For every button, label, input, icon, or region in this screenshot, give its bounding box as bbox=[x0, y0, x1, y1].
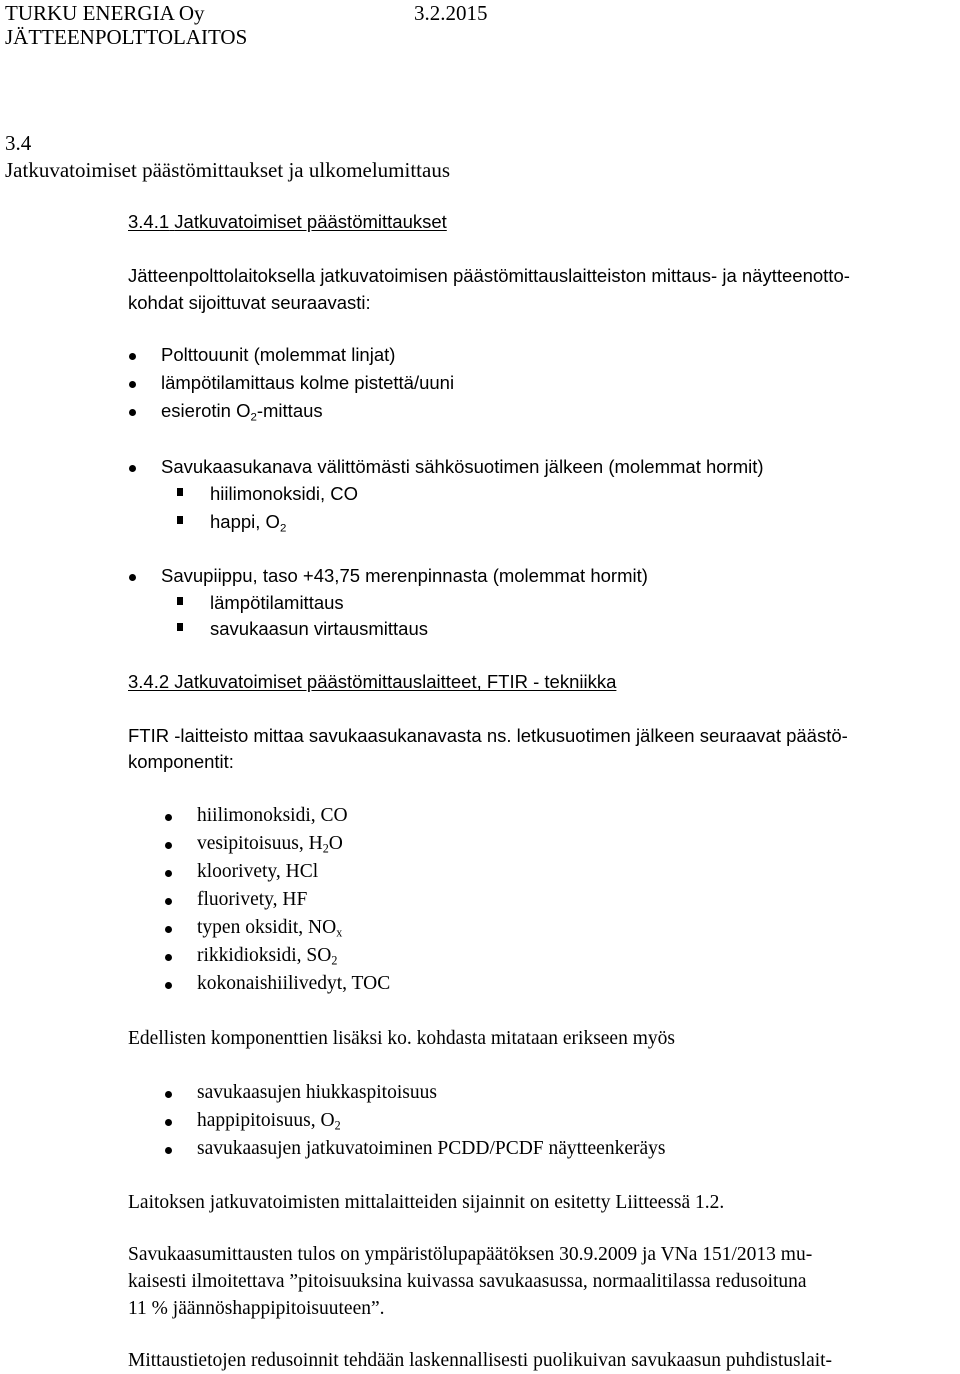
paragraph-edellisten: Edellisten komponenttien lisäksi ko. kohdasta mitataan erikseen myös bbox=[128, 1028, 675, 1049]
extra-happipitoisuus: happipitoisuus, $O_2$ bbox=[197, 1110, 341, 1133]
subsection-heading-342: 3.4.2 Jatkuvatoimiset päästömittauslaitteet, FTIR - tekniikka bbox=[128, 671, 617, 692]
component-toc: kokonaishiilivedyt, TOC bbox=[197, 973, 391, 994]
bullet-icon bbox=[129, 574, 136, 581]
list-item-savukaasukanava: Savukaasukanava välittömästi sähkösuotimen jälkeen (molemmat hormit) bbox=[161, 456, 764, 477]
bullet-icon bbox=[165, 1147, 172, 1154]
list-item-lampotila: lämpötilamittaus kolme pistettä/uuni bbox=[161, 372, 455, 393]
paragraph-tulos-line-1: Savukaasumittausten tulos on ympäristölupapäätöksen 30.9.2009 ja VNa 151/2013 mu- bbox=[128, 1244, 813, 1265]
bullet-icon bbox=[165, 1091, 172, 1098]
list-item-savupiippu: Savupiippu, taso +43,75 merenpinnasta (molemmat hormit) bbox=[161, 565, 648, 586]
sub-item-lampotilamittaus: lämpötilamittaus bbox=[210, 592, 344, 613]
bullet-icon bbox=[129, 381, 136, 388]
bullet-icon bbox=[165, 842, 172, 849]
bullet-icon bbox=[165, 982, 172, 989]
bullet-icon bbox=[165, 1119, 172, 1126]
component-h2o: vesipitoisuus, $H_2O$ bbox=[197, 833, 343, 856]
paragraph-tulos-line-2: kaisesti ilmoitettava ”pitoisuuksina kuivassa savukaasussa, normaalitilassa redusoituna bbox=[128, 1271, 807, 1292]
component-co: hiilimonoksidi, CO bbox=[197, 805, 348, 826]
component-hcl: kloorivety, HCl bbox=[197, 861, 319, 882]
ftir-paragraph-line-1: FTIR -laitteisto mittaa savukaasukanavasta ns. letkusuotimen jälkeen seuraavat päästö- bbox=[128, 725, 848, 746]
square-bullet-icon bbox=[177, 597, 183, 605]
extra-pcdd-pcdf: savukaasujen jatkuvatoiminen PCDD/PCDF näytteenkeräys bbox=[197, 1138, 666, 1159]
list-item-polttouunit: Polttouunit (molemmat linjat) bbox=[161, 344, 396, 365]
bullet-icon bbox=[165, 898, 172, 905]
paragraph-sijainnit: Laitoksen jatkuvatoimisten mittalaitteiden sijainnit on esitetty Liitteessä 1.2. bbox=[128, 1192, 725, 1213]
component-nox: typen oksidit, $NO_x$ bbox=[197, 917, 343, 940]
bullet-icon bbox=[165, 954, 172, 961]
list-item-esierotin: esierotin $O_2$-mittaus bbox=[161, 400, 323, 424]
ftir-paragraph-line-2: komponentit: bbox=[128, 751, 234, 772]
section-number: 3.4 bbox=[5, 131, 32, 155]
sub-item-virtausmittaus: savukaasun virtausmittaus bbox=[210, 618, 428, 639]
intro-line-2: kohdat sijoittuvat seuraavasti: bbox=[128, 292, 371, 313]
square-bullet-icon bbox=[177, 516, 183, 524]
subsection-heading-341: 3.4.1 Jatkuvatoimiset päästömittaukset bbox=[128, 211, 447, 232]
bullet-icon bbox=[129, 465, 136, 472]
intro-line-1: Jätteenpolttolaitoksella jatkuvatoimisen päästömittauslaitteiston mittaus- ja näytteenotto- bbox=[128, 265, 850, 286]
bullet-icon bbox=[165, 870, 172, 877]
bullet-icon bbox=[165, 926, 172, 933]
header-date: 3.2.2015 bbox=[414, 1, 488, 25]
header-plant: JÄTTEENPOLTTOLAITOS bbox=[5, 25, 248, 49]
paragraph-redusoinnit: Mittaustietojen redusoinnit tehdään laskennallisesti puolikuivan savukaasun puhdistuslait- bbox=[128, 1350, 833, 1371]
bullet-icon bbox=[129, 353, 136, 360]
component-hf: fluorivety, HF bbox=[197, 889, 308, 910]
bullet-icon bbox=[129, 409, 136, 416]
square-bullet-icon bbox=[177, 488, 183, 496]
square-bullet-icon bbox=[177, 623, 183, 631]
bullet-icon bbox=[165, 814, 172, 821]
component-so2: rikkidioksidi, $SO_2$ bbox=[197, 945, 338, 968]
extra-hiukkaspitoisuus: savukaasujen hiukkaspitoisuus bbox=[197, 1082, 437, 1103]
paragraph-tulos-line-3: 11 % jäännöshappipitoisuuteen”. bbox=[128, 1298, 385, 1319]
section-title: Jatkuvatoimiset päästömittaukset ja ulkomelumittaus bbox=[5, 158, 451, 182]
sub-item-co: hiilimonoksidi, CO bbox=[210, 483, 359, 504]
sub-item-o2: happi, $O_2$ bbox=[210, 511, 287, 535]
header-company: TURKU ENERGIA Oy bbox=[5, 1, 205, 25]
